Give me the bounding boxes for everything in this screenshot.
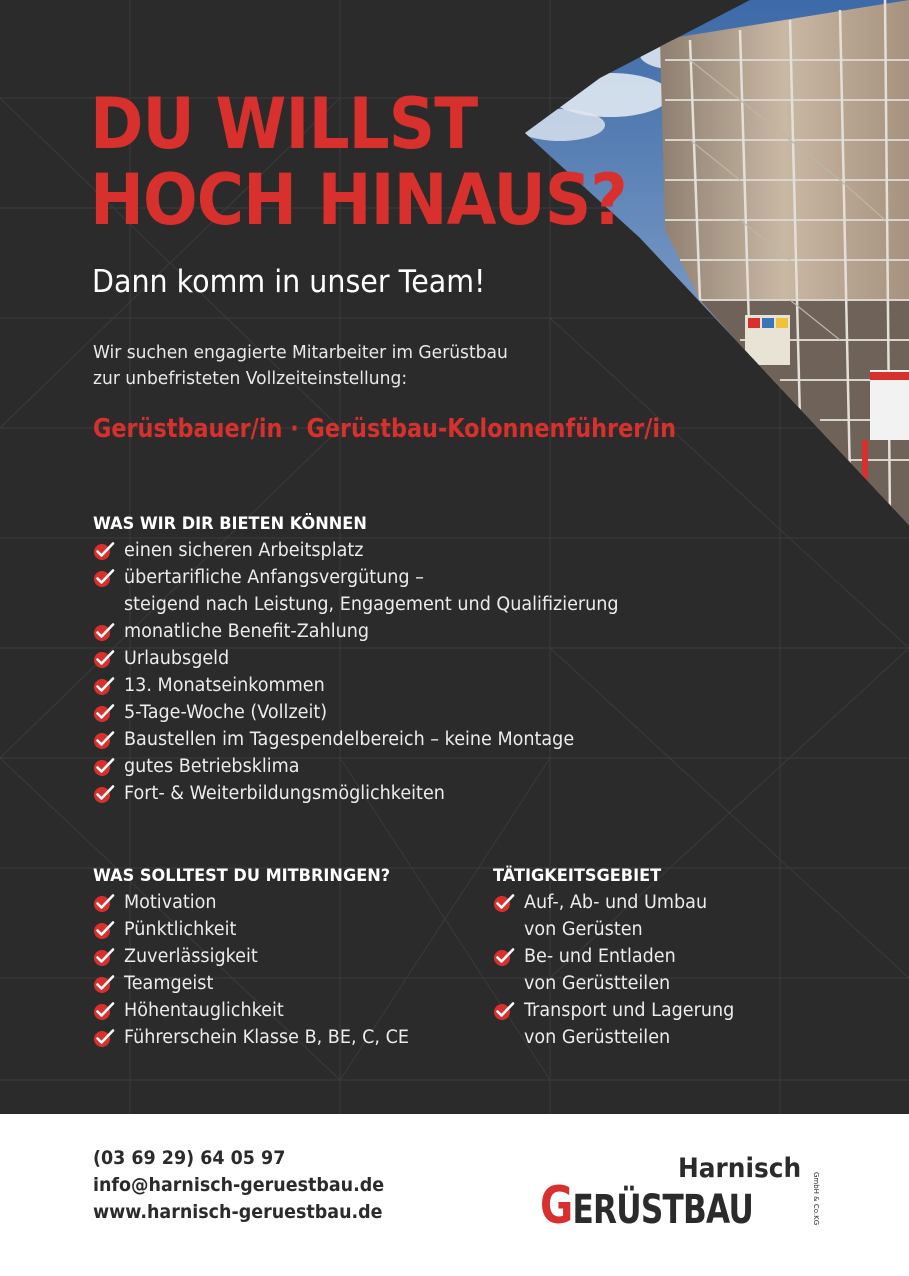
check-icon <box>93 893 115 913</box>
activities-item-text: von Gerüstteilen <box>524 973 671 994</box>
requirements-item-text: Zuverlässigkeit <box>124 946 258 967</box>
benefits-item <box>93 618 645 645</box>
requirements-item <box>93 943 424 970</box>
headline-line-2: HOCH HINAUS? <box>90 159 627 241</box>
benefits-item <box>93 564 645 618</box>
logo-brand <box>540 1176 753 1240</box>
benefits-item-text: Fort- & Weiterbildungsmöglichkeiten <box>124 783 445 804</box>
company-logo <box>538 1154 838 1234</box>
activities-list <box>493 889 745 1051</box>
check-icon <box>493 947 515 967</box>
requirements-list <box>93 889 424 1051</box>
check-icon <box>93 703 115 723</box>
activities-title: TÄTIGKEITSGEBIET <box>493 866 662 886</box>
email-link[interactable]: info@harnisch-geruestbau.de <box>93 1174 385 1196</box>
requirements-title: WAS SOLLTEST DU MITBRINGEN? <box>93 866 391 886</box>
check-icon <box>93 1028 115 1048</box>
benefits-item <box>93 699 645 726</box>
headline-line-1: DU WILLST <box>90 83 478 165</box>
check-icon <box>93 541 115 561</box>
intro-line-1: Wir suchen engagierte Mitarbeiter im Gerüstbau <box>93 342 508 363</box>
headline <box>90 83 627 241</box>
benefits-item <box>93 780 645 807</box>
check-icon <box>93 947 115 967</box>
footer <box>0 1114 909 1276</box>
check-icon <box>93 568 115 588</box>
activities-item <box>493 943 745 997</box>
check-icon <box>93 1001 115 1021</box>
check-icon <box>93 757 115 777</box>
benefits-item-text: steigend nach Leistung, Engagement und Qualifizierung <box>124 594 619 615</box>
benefits-item-text: gutes Betriebsklima <box>124 756 300 777</box>
contact-block <box>93 1145 384 1226</box>
activities-item <box>493 997 745 1051</box>
activities-item-text: von Gerüsten <box>524 919 643 940</box>
benefits-item <box>93 726 645 753</box>
phone-number[interactable]: (03 69 29) 64 05 97 <box>93 1147 286 1169</box>
intro-line-2: zur unbefristeten Vollzeiteinstellung: <box>93 368 408 389</box>
requirements-item-text: Teamgeist <box>124 973 214 994</box>
requirements-item <box>93 970 424 997</box>
requirements-item <box>93 1024 424 1051</box>
check-icon <box>493 1001 515 1021</box>
requirements-item <box>93 889 424 916</box>
benefits-item <box>93 753 645 780</box>
check-icon <box>493 893 515 913</box>
benefits-item-text: Baustellen im Tagespendelbereich – keine Montage <box>124 729 575 750</box>
activities-item-text: Auf-, Ab- und Umbau <box>524 892 708 913</box>
benefits-item-text: 5-Tage-Woche (Vollzeit) <box>124 702 328 723</box>
benefits-title: WAS WIR DIR BIETEN KÖNNEN <box>93 514 367 534</box>
logo-brand-rest: ERÜSTBAU <box>572 1187 754 1233</box>
requirements-item-text: Höhentauglichkeit <box>124 1000 284 1021</box>
activities-item-text: Be- und Entladen <box>524 946 676 967</box>
requirements-item-text: Führerschein Klasse B, BE, C, CE <box>124 1027 409 1048</box>
benefits-item-text: monatliche Benefit-Zahlung <box>124 621 370 642</box>
check-icon <box>93 920 115 940</box>
benefits-item-text: 13. Monatseinkommen <box>124 675 325 696</box>
subheadline: Dann komm in unser Team! <box>92 264 486 300</box>
logo-legal-form: GmbH & Co.KG <box>812 1172 820 1226</box>
requirements-item-text: Pünktlichkeit <box>124 919 237 940</box>
benefits-item <box>93 645 645 672</box>
benefits-item-text: Urlaubsgeld <box>124 648 230 669</box>
logo-brand-initial: G <box>540 1176 573 1236</box>
logo-name: Harnisch <box>678 1153 802 1184</box>
check-icon <box>93 676 115 696</box>
requirements-item <box>93 997 424 1024</box>
job-positions: Gerüstbauer/in · Gerüstbau-Kolonnenführer/in <box>93 414 677 444</box>
benefits-item-text: einen sicheren Arbeitsplatz <box>124 540 364 561</box>
benefits-list <box>93 537 645 807</box>
requirements-item <box>93 916 424 943</box>
check-icon <box>93 784 115 804</box>
benefits-item-text: übertarifliche Anfangsvergütung – <box>124 567 424 588</box>
activities-item-text: von Gerüstteilen <box>524 1027 671 1048</box>
check-icon <box>93 730 115 750</box>
check-icon <box>93 649 115 669</box>
check-icon <box>93 622 115 642</box>
requirements-item-text: Motivation <box>124 892 217 913</box>
activities-item-text: Transport und Lagerung <box>524 1000 735 1021</box>
website-link[interactable]: www.harnisch-geruestbau.de <box>93 1201 383 1223</box>
check-icon <box>93 974 115 994</box>
benefits-item <box>93 672 645 699</box>
benefits-item <box>93 537 645 564</box>
intro-text <box>93 340 508 392</box>
activities-item <box>493 889 745 943</box>
